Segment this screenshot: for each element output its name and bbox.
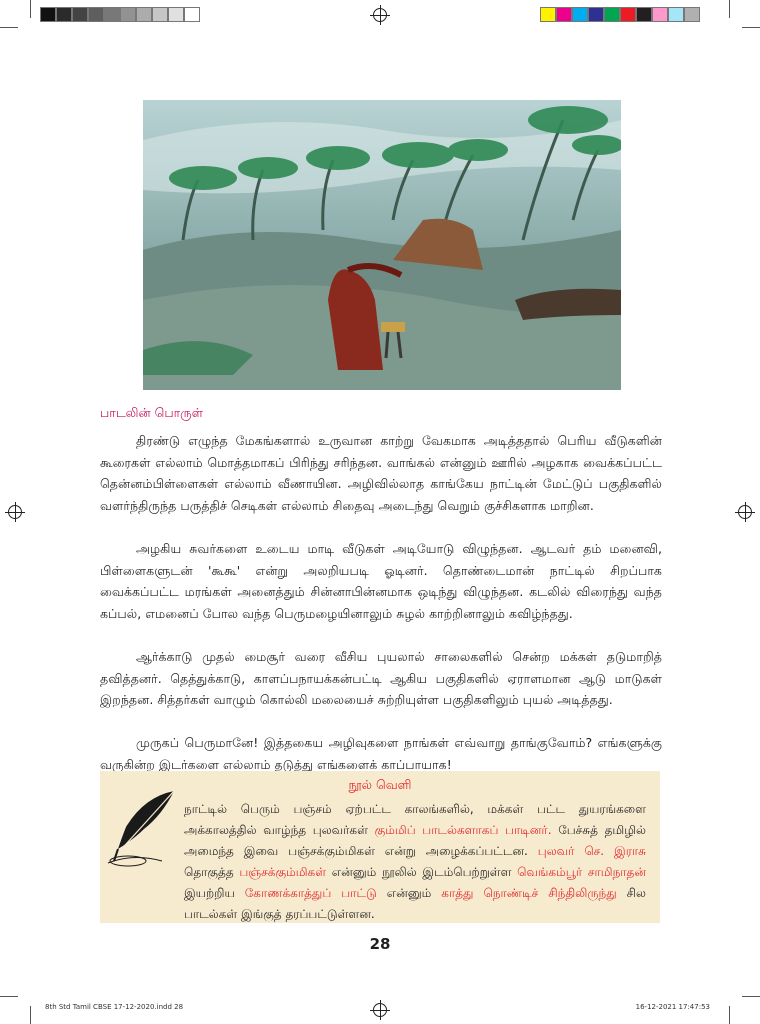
grey-swatch <box>168 7 184 22</box>
paragraph-text: ஆர்க்காடு முதல் மைசூர் வரை வீசிய புயலால் சாலைகளில் சென்ற மக்கள் தடுமாறித் தவித்தனர். தெத்துக்காடு, காளப்பநாயக்கன்பட்டி ஆகிய பகுதிகளில் ஏராளமான ஆடு மாடுகள் இறந்தன. சித்தர்கள் வாழும் கொல்லி மலையைச் சுற்றியுள்ள பகுதிகளிலும் புயல் அடித்தது. <box>100 649 662 707</box>
grey-swatch <box>72 7 88 22</box>
color-swatch <box>668 7 684 22</box>
grey-swatch <box>104 7 120 22</box>
color-swatch <box>604 7 620 22</box>
info-highlight: காத்து நொண்டிச் சிந்திலிருந்து <box>441 886 617 900</box>
color-calibration-bar <box>540 7 700 22</box>
cyclone-illustration <box>143 100 621 390</box>
color-swatch <box>652 7 668 22</box>
info-text: என்னும் நூலில் இடம்பெற்றுள்ள <box>326 865 518 879</box>
registration-mark-right <box>738 505 752 519</box>
color-swatch <box>684 7 700 22</box>
paragraph-text: திரண்டு எழுந்த மேகங்களால் உருவான காற்று வேகமாக அடித்ததால் பெரிய வீடுகளின் கூரைகள் எல்லாம் மொத்தமாகப் பிரிந்து சரிந்தன. வாங்கல் என்னும் ஊரில் அழகாக வைக்கப்பட்ட தென்னம்பிள்ளைகள் எல்லாம் வீணாயின. அழிவில்லாத காங்கேய நாட்டின் மேட்டுப் பகுதிகளில் வளர்ந்திருந்த பருத்திச் செடிகள் எல்லாம் சிதைவு அடைந்து வெறும் குச்சிகளாக மாறின. <box>100 433 662 513</box>
footer-file-name: 8th Std Tamil CBSE 17-12-2020.indd 28 <box>45 1003 184 1011</box>
grey-calibration-bar <box>40 7 200 22</box>
crop-mark <box>0 996 18 997</box>
crop-mark <box>729 0 730 18</box>
registration-mark-top <box>373 8 387 22</box>
quill-pen-icon <box>104 787 180 871</box>
color-swatch <box>588 7 604 22</box>
info-highlight: வெங்கம்பூர் சாமிநாதன் <box>517 865 646 879</box>
book-info-box <box>100 771 660 923</box>
registration-mark-bottom <box>373 1003 387 1017</box>
info-text: சில பாடல்கள் இங்குத் தரப்பட்டுள்ளன. <box>184 886 646 921</box>
footer-timestamp: 16-12-2021 17:47:53 <box>635 1003 710 1011</box>
book-info-text <box>184 799 646 925</box>
color-swatch <box>636 7 652 22</box>
grey-swatch <box>120 7 136 22</box>
info-text: பேச்சுத் தமிழில் அமைந்த இவை பஞ்சக்கும்மிகள் என்று அழைக்கப்பட்டன. <box>184 823 647 858</box>
color-swatch <box>540 7 556 22</box>
color-swatch <box>620 7 636 22</box>
registration-mark-left <box>8 505 22 519</box>
section-title: பாடலின் பொருள் <box>100 405 204 420</box>
info-highlight: கும்மிப் பாடல்களாகப் பாடினர். <box>374 823 552 837</box>
grey-swatch <box>184 7 200 22</box>
crop-mark <box>30 0 31 18</box>
paragraph-2 <box>100 538 662 624</box>
info-highlight: கோணக்காத்துப் பாட்டு <box>244 886 377 900</box>
info-text: நாட்டில் பெரும் பஞ்சம் ஏற்பட்ட காலங்களில், மக்கள் பட்ட துயரங்களை அக்காலத்தில் வாழ்ந்த புலவர்கள் <box>184 802 646 837</box>
paragraph-text: முருகப் பெருமானே! இத்தகைய அழிவுகளை நாங்கள் எவ்வாறு தாங்குவோம்? எங்களுக்கு வருகின்ற இடர்களை எல்லாம் தடுத்து எங்களைக் காப்பாயாக! <box>100 735 662 772</box>
crop-mark <box>742 996 760 997</box>
info-text: என்னும் <box>376 886 442 900</box>
crop-mark <box>729 1006 730 1024</box>
color-swatch <box>572 7 588 22</box>
paragraph-1 <box>100 430 662 516</box>
page-number: 28 <box>369 935 391 953</box>
grey-swatch <box>88 7 104 22</box>
grey-swatch <box>136 7 152 22</box>
paragraph-3 <box>100 646 662 711</box>
info-highlight: புலவர் செ. இராசு <box>537 844 646 858</box>
grey-swatch <box>56 7 72 22</box>
grey-swatch <box>40 7 56 22</box>
crop-mark <box>742 27 760 28</box>
grey-swatch <box>152 7 168 22</box>
info-text: தொகுத்த <box>184 865 240 879</box>
paragraph-4 <box>100 732 662 775</box>
color-swatch <box>556 7 572 22</box>
book-info-title: நூல் வெளி <box>348 777 412 792</box>
info-text: இயற்றிய <box>184 886 245 900</box>
paragraph-text: அழகிய சுவர்களை உடைய மாடி வீடுகள் அடியோடு விழுந்தன. ஆடவர் தம் மனைவி, பிள்ளைகளுடன் 'கூகூ' என்று அலறியபடி ஓடினர். தொண்டைமான் நாட்டில் சிறப்பாக வைக்கப்பட்ட மரங்கள் அனைத்தும் சின்னாபின்னமாக ஒடிந்து விழுந்தன. கடலில் விரைந்து வந்த கப்பல், எமனைப் போல வந்த பெருமழையினாலும் சுழல் காற்றினாலும் கவிழ்ந்தது. <box>100 541 662 621</box>
info-highlight: பஞ்சக்கும்மிகள் <box>239 865 327 879</box>
crop-mark <box>0 27 18 28</box>
crop-mark <box>30 1006 31 1024</box>
